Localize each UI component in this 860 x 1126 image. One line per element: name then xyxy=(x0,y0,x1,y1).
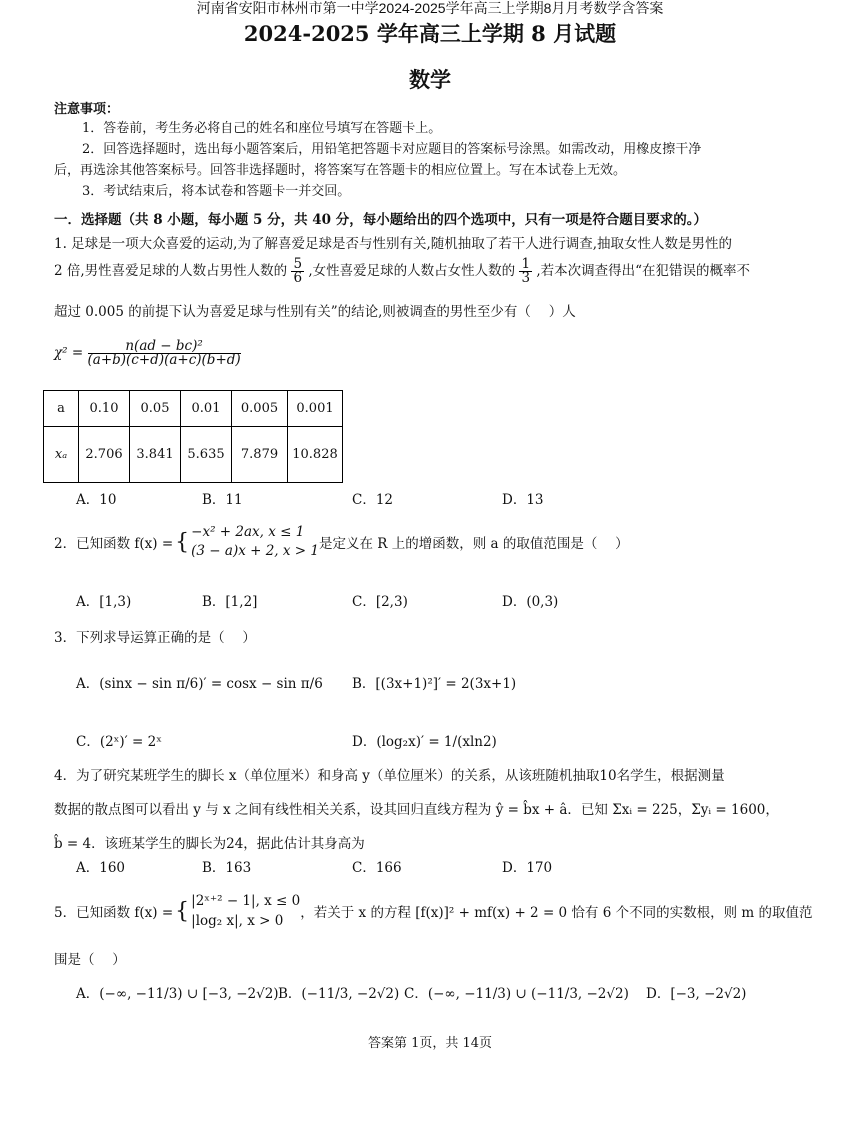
q3-option-d: D．(log₂x)′ = 1/(xln2) xyxy=(352,734,497,750)
q3-option-c: C．(2ˣ)′ = 2ˣ xyxy=(76,734,162,750)
notice-item: 后，再选涂其他答案标号。回答非选择题时，将答案写在答题卡的相应位置上。写在本试卷上无效。 xyxy=(54,163,627,178)
q3-option-a: A．(sinx − sin π/6)′ = cosx − sin π/6 xyxy=(76,676,323,692)
q2-stem: 2．已知函数 f(x) = { −x² + 2ax, x ≤ 1 (3 − a)x + 2, x > 1 是定义在 R 上的增函数，则 a 的取值范围是（ ） xyxy=(54,524,629,559)
q4-option-a: A．160 xyxy=(76,860,126,876)
table-cell: 0.10 xyxy=(79,391,130,427)
notice-item: 2．回答选择题时，选出每小题答案后，用铅笔把答题卡对应题目的答案标号涂黑。如需改动，用橡皮擦干净 xyxy=(82,142,702,157)
q4-option-b: B．163 xyxy=(202,860,252,876)
q5-option-d: D．[−3, −2√2) xyxy=(646,986,747,1002)
q1-line3: 超过 0.005 的前提下认为喜爱足球与性别有关”的结论,则被调查的男性至少有（ ）人 xyxy=(54,304,576,320)
table-cell: 0.05 xyxy=(130,391,181,427)
chi-square-formula: χ² = $\frac{\text{n(ad − bc)²}}{(a+b)(c+d)(a+c)(b+d)}$ xyxy=(54,338,241,368)
q3-option-b: B．[(3x+1)²]′ = 2(3x+1) xyxy=(352,676,517,692)
q4-option-c: C．166 xyxy=(352,860,402,876)
q2-option-a: A．[1,3) xyxy=(76,594,132,610)
q1-line2: 2 倍,男性喜爱足球的人数占男性人数的 $\frac{5}{6}$ ,女性喜爱足球的人数占女性人数的 $\frac{1}{3}$ ,若本次调查得出“在犯错误的概率不 xyxy=(54,256,751,286)
section-heading: 一．选择题（共 8 小题，每小题 5 分，共 40 分，每小题给出的四个选项中，只有一项是符合题目要求的。） xyxy=(54,212,708,228)
table-cell: 0.001 xyxy=(288,391,343,427)
page-footer: 答案第 1页，共 14页 xyxy=(367,1036,493,1051)
notice-item: 3．考试结束后，将本试卷和答题卡一并交回。 xyxy=(82,184,351,199)
q2-option-c: C．[2,3) xyxy=(352,594,408,610)
q5-option-b: B．(−11/3, −2√2) xyxy=(278,986,400,1002)
q5-option-c: C．(−∞, −11/3) ∪ (−11/3, −2√2) xyxy=(404,986,629,1002)
notice-heading: 注意事项： xyxy=(54,102,120,117)
q5-stem: 5．已知函数 f(x) = { |2ˣ⁺² − 1|, x ≤ 0 |log₂ x|, x > 0 ，若关于 x 的方程 [f(x)]² + mf(x) + 2 = 0 恰有 6 个不同的实数根，则 m 的取值范 xyxy=(54,893,813,929)
q1-option-c: C．12 xyxy=(352,492,394,508)
q4-option-d: D．170 xyxy=(502,860,553,876)
q2-option-d: D．(0,3) xyxy=(502,594,559,610)
q2-option-b: B．[1,2] xyxy=(202,594,258,610)
q4-line3: b̂ = 4．该班某学生的脚长为24，据此估计其身高为 xyxy=(54,836,365,852)
table-cell: 0.01 xyxy=(181,391,232,427)
table-cell: 10.828 xyxy=(288,427,343,483)
table-cell: 5.635 xyxy=(181,427,232,483)
table-cell: 0.005 xyxy=(232,391,288,427)
q1-line1: 1. 足球是一项大众喜爱的运动,为了解喜爱足球是否与性别有关,随机抽取了若干人进行调查,抽取女性人数是男性的 xyxy=(54,236,733,252)
q1-option-a: A．10 xyxy=(76,492,117,508)
table-cell: a xyxy=(44,391,79,427)
q4-line1: 4．为了研究某班学生的脚长 x（单位厘米）和身高 y（单位厘米）的关系，从该班随机抽取10名学生，根据测量 xyxy=(54,768,725,784)
subject-title: 数学 xyxy=(409,67,451,92)
critical-value-table xyxy=(43,390,343,483)
notice-item: 1．答卷前，考生务必将自己的姓名和座位号填写在答题卡上。 xyxy=(82,121,442,136)
q1-option-d: D．13 xyxy=(502,492,544,508)
source-header: 河南省安阳市林州市第一中学2024-2025学年高三上学期8月月考数学含答案 xyxy=(196,0,664,16)
table-cell: xₐ xyxy=(44,427,79,483)
q5-option-a: A．(−∞, −11/3) ∪ [−3, −2√2) xyxy=(76,986,279,1002)
q5-line2: 围是（ ） xyxy=(54,952,126,968)
table-cell: 3.841 xyxy=(130,427,181,483)
q1-option-b: B．11 xyxy=(202,492,243,508)
exam-title: 2024-2025 学年高三上学期 8 月试题 xyxy=(243,21,617,46)
q3-stem: 3．下列求导运算正确的是（ ） xyxy=(54,630,256,646)
q4-line2: 数据的散点图可以看出 y 与 x 之间有线性相关关系，设其回归直线方程为 ŷ = b̂x + â．已知 Σxᵢ = 225，Σyᵢ = 1600， xyxy=(54,802,779,818)
table-cell: 7.879 xyxy=(232,427,288,483)
table-cell: 2.706 xyxy=(79,427,130,483)
